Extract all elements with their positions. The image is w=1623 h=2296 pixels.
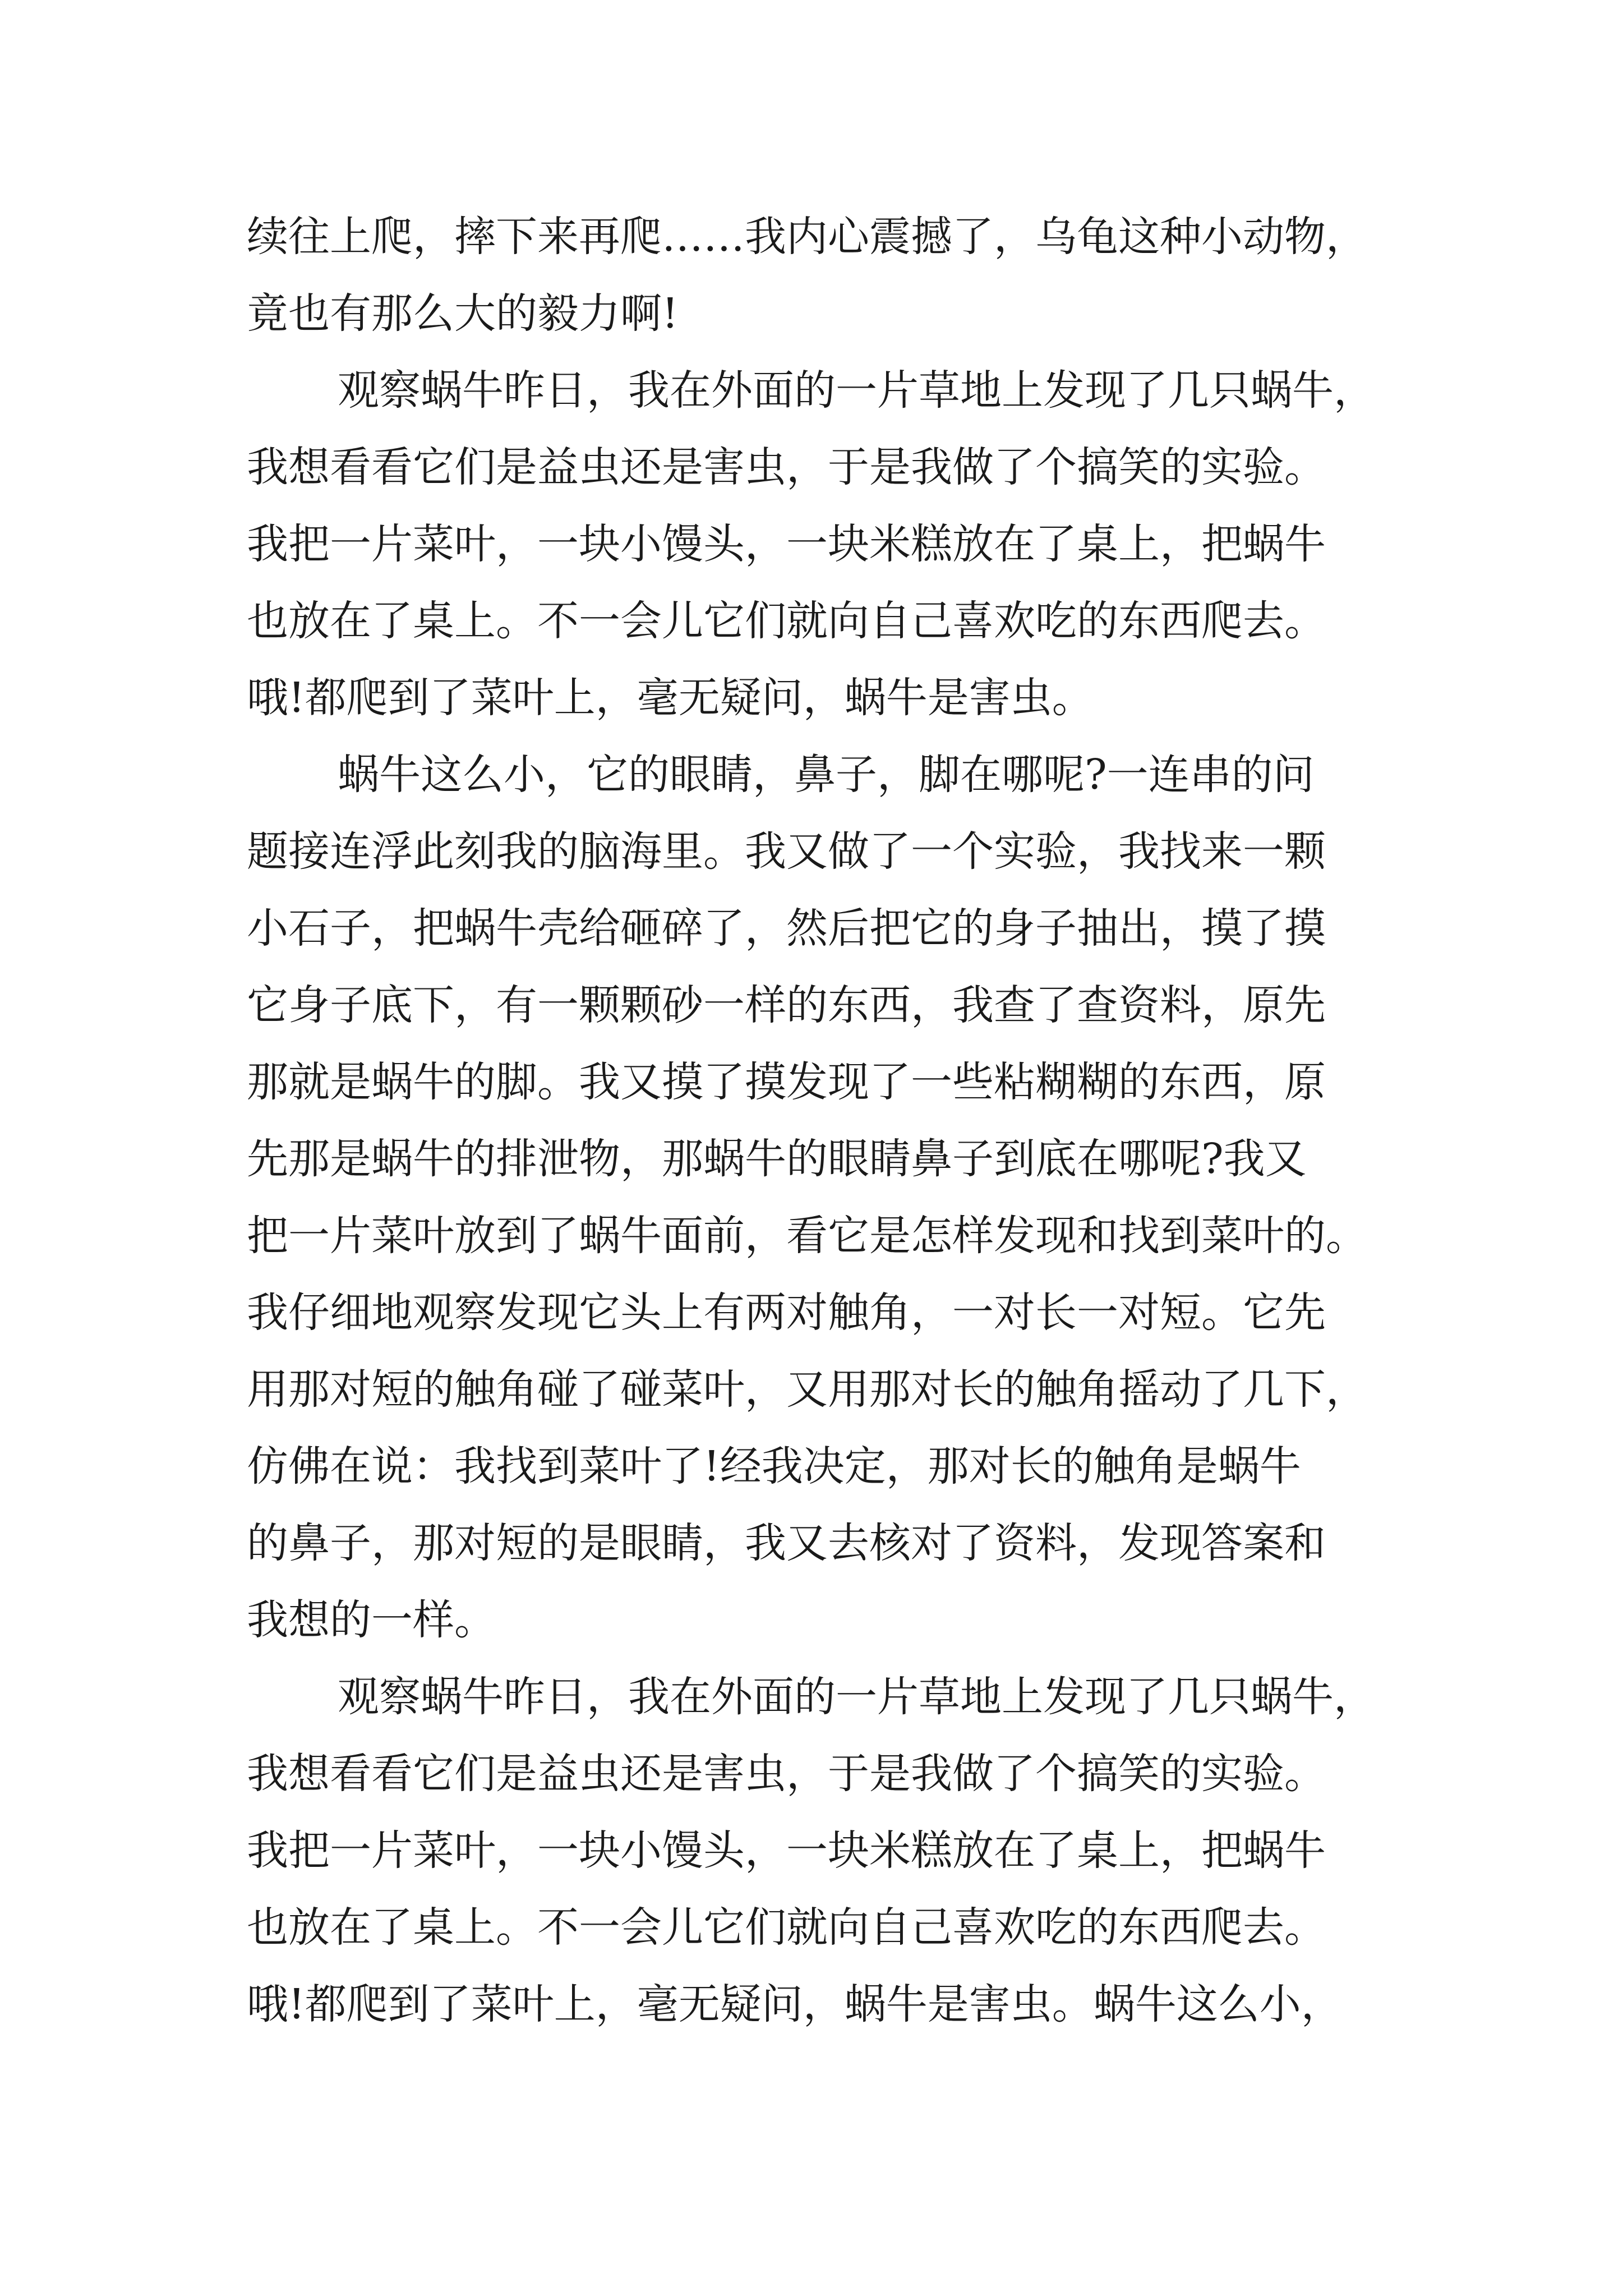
text-line: 我把一片菜叶，一块小馒头，一块米糕放在了桌上，把蜗牛	[247, 520, 1326, 568]
text-line: 那就是蜗牛的脚。我又摸了摸发现了一些粘糊糊的东西，原	[247, 1058, 1326, 1106]
text-line: 用那对短的触角碰了碰菜叶，又用那对长的触角摇动了几下，	[247, 1365, 1367, 1414]
text-line: 我把一片菜叶，一块小馒头，一块米糕放在了桌上，把蜗牛	[247, 1826, 1326, 1875]
text-line: 我想看看它们是益虫还是害虫，于是我做了个搞笑的实验。	[247, 443, 1326, 491]
text-line: 把一片菜叶放到了蜗牛面前，看它是怎样发现和找到菜叶的。	[247, 1212, 1367, 1260]
paragraph-first-line: 观察蜗牛昨日，我在外面的一片草地上发现了几只蜗牛，	[338, 366, 1375, 415]
text-line: 小石子，把蜗牛壳给砸碎了，然后把它的身子抽出，摸了摸	[247, 904, 1326, 953]
text-line: 它身子底下，有一颗颗砂一样的东西，我查了查资料，原先	[247, 981, 1326, 1029]
text-line: 我仔细地观察发现它头上有两对触角，一对长一对短。它先	[247, 1289, 1326, 1337]
text-line: 竟也有那么大的毅力啊!	[247, 289, 679, 338]
text-line: 哦!都爬到了菜叶上，毫无疑问，蜗牛是害虫。蜗牛这么小，	[247, 1980, 1343, 2028]
text-line: 续往上爬，摔下来再爬……我内心震撼了，乌龟这种小动物，	[247, 213, 1367, 261]
text-line: 仿佛在说：我找到菜叶了!经我决定，那对长的触角是蜗牛	[247, 1442, 1301, 1490]
text-line: 我想的一样。	[247, 1596, 496, 1644]
text-line: 先那是蜗牛的排泄物，那蜗牛的眼睛鼻子到底在哪呢?我又	[247, 1135, 1307, 1183]
text-line: 题接连浮此刻我的脑海里。我又做了一个实验，我找来一颗	[247, 827, 1326, 876]
text-line: 也放在了桌上。不一会儿它们就向自己喜欢吃的东西爬去。	[247, 597, 1326, 645]
text-line: 也放在了桌上。不一会儿它们就向自己喜欢吃的东西爬去。	[247, 1903, 1326, 1952]
paragraph-first-line: 蜗牛这么小，它的眼睛，鼻子，脚在哪呢?一连串的问	[338, 751, 1315, 799]
paragraph-first-line: 观察蜗牛昨日，我在外面的一片草地上发现了几只蜗牛，	[338, 1673, 1375, 1721]
text-line: 的鼻子，那对短的是眼睛，我又去核对了资料，发现答案和	[247, 1519, 1326, 1567]
text-line: 我想看看它们是益虫还是害虫，于是我做了个搞笑的实验。	[247, 1750, 1326, 1798]
text-line: 哦!都爬到了菜叶上，毫无疑问，蜗牛是害虫。	[247, 674, 1094, 722]
